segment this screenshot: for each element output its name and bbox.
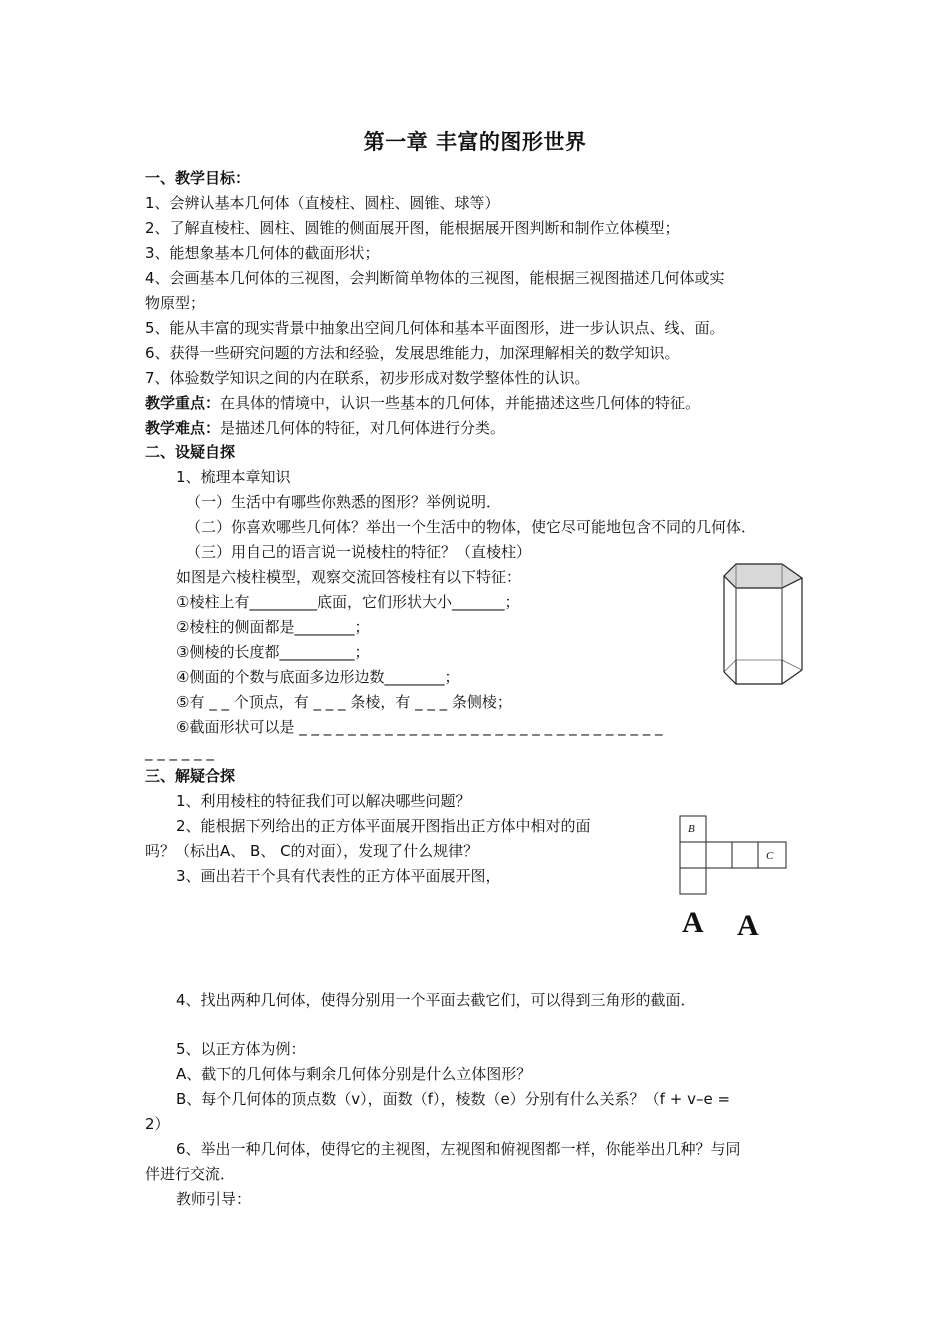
prism-feature: ①棱柱上有_________底面，它们形状大小_______； xyxy=(176,593,520,611)
question-line: （二）你喜欢哪些几何体？举出一个生活中的物体，使它尽可能地包含不同的几何体． xyxy=(186,518,757,536)
prism-feature: ④侧面的个数与底面多边形边数________； xyxy=(176,668,460,686)
net-label-c: C xyxy=(766,850,774,862)
question-line: 伴进行交流． xyxy=(145,1165,236,1183)
prism-feature-continued: _ _ _ _ _ _ xyxy=(145,743,214,761)
cube-net-figure xyxy=(679,815,789,897)
question-line: 吗？（标出A、 B、 C的对面），发现了什么规律？ xyxy=(145,842,479,860)
prism-intro: 如图是六棱柱模型，观察交流回答棱柱有以下特征： xyxy=(176,568,522,586)
question-line: 2） xyxy=(145,1115,170,1133)
difficult-point-text: 是描述几何体的特征，对几何体进行分类。 xyxy=(220,419,506,437)
net-label-b: B xyxy=(688,823,695,835)
goal-item: 5、能从丰富的现实背景中抽象出空间几何体和基本平面图形，进一步认识点、线、面。 xyxy=(145,319,725,337)
teacher-guide-label: 教师引导： xyxy=(176,1190,252,1208)
section1-heading: 一、教学目标： xyxy=(145,169,251,187)
question-line: （三）用自己的语言说一说棱柱的特征？（直棱柱） xyxy=(186,543,532,561)
difficult-point-line xyxy=(145,418,505,438)
goal-item: 7、体验数学知识之间的内在联系，初步形成对数学整体性的认识。 xyxy=(145,369,590,387)
difficult-point-label: 教学难点： xyxy=(145,419,221,437)
key-point-line xyxy=(145,393,700,413)
hexagonal-prism-figure xyxy=(722,562,806,686)
goal-item: 3、能想象基本几何体的截面形状； xyxy=(145,244,380,262)
goal-item: 物原型； xyxy=(145,294,206,312)
figure-letter-a: A xyxy=(682,906,704,939)
question-line: 3、画出若干个具有代表性的正方体平面展开图， xyxy=(176,867,501,885)
section2-heading: 二、设疑自探 xyxy=(145,443,236,461)
prism-feature: ⑤有 _ _ 个顶点，有 _ _ _ 条棱，有 _ _ _ 条侧棱； xyxy=(176,693,512,711)
question-line: 1、利用棱柱的特征我们可以解决哪些问题？ xyxy=(176,792,471,810)
prism-feature: ②棱柱的侧面都是________； xyxy=(176,618,370,636)
question-line: （一）生活中有哪些你熟悉的图形？举例说明． xyxy=(186,493,502,511)
question-line: 2、能根据下列给出的正方体平面展开图指出正方体中相对的面 xyxy=(176,817,591,835)
key-point-label: 教学重点： xyxy=(145,394,221,412)
goal-item: 2、了解直棱柱、圆柱、圆锥的侧面展开图，能根据展开图判断和制作立体模型； xyxy=(145,219,680,237)
goal-item: 1、会辨认基本几何体（直棱柱、圆柱、圆锥、球等） xyxy=(145,194,500,212)
figure-letter-a: A xyxy=(737,909,759,942)
prism-feature: ③侧棱的长度都__________； xyxy=(176,643,370,661)
subsection-title: 1、梳理本章知识 xyxy=(176,468,291,486)
question-line: A、截下的几何体与剩余几何体分别是什么立体图形？ xyxy=(176,1065,532,1083)
question-line: 4、找出两种几何体，使得分别用一个平面去截它们，可以得到三角形的截面． xyxy=(176,991,696,1009)
key-point-text: 在具体的情境中，认识一些基本的几何体，并能描述这些几何体的特征。 xyxy=(220,394,701,412)
chapter-title: 第一章 丰富的图形世界 xyxy=(363,130,587,154)
prism-feature: ⑥截面形状可以是 _ _ _ _ _ _ _ _ _ _ _ _ _ _ _ _ _ _ _ _ _ _ _ _ _ _ _ _ _ _ xyxy=(176,718,663,736)
question-line: 5、以正方体为例： xyxy=(176,1040,306,1058)
section3-heading: 三、解疑合探 xyxy=(145,767,236,785)
question-line: B、每个几何体的顶点数（v），面数（f），棱数（e）分别有什么关系？（f + v–e = xyxy=(176,1090,731,1108)
goal-item: 4、会画基本几何体的三视图，会判断简单物体的三视图，能根据三视图描述几何体或实 xyxy=(145,269,725,287)
question-line: 6、举出一种几何体，使得它的主视图，左视图和俯视图都一样，你能举出几种？与同 xyxy=(176,1140,741,1158)
goal-item: 6、获得一些研究问题的方法和经验，发展思维能力，加深理解相关的数学知识。 xyxy=(145,344,680,362)
